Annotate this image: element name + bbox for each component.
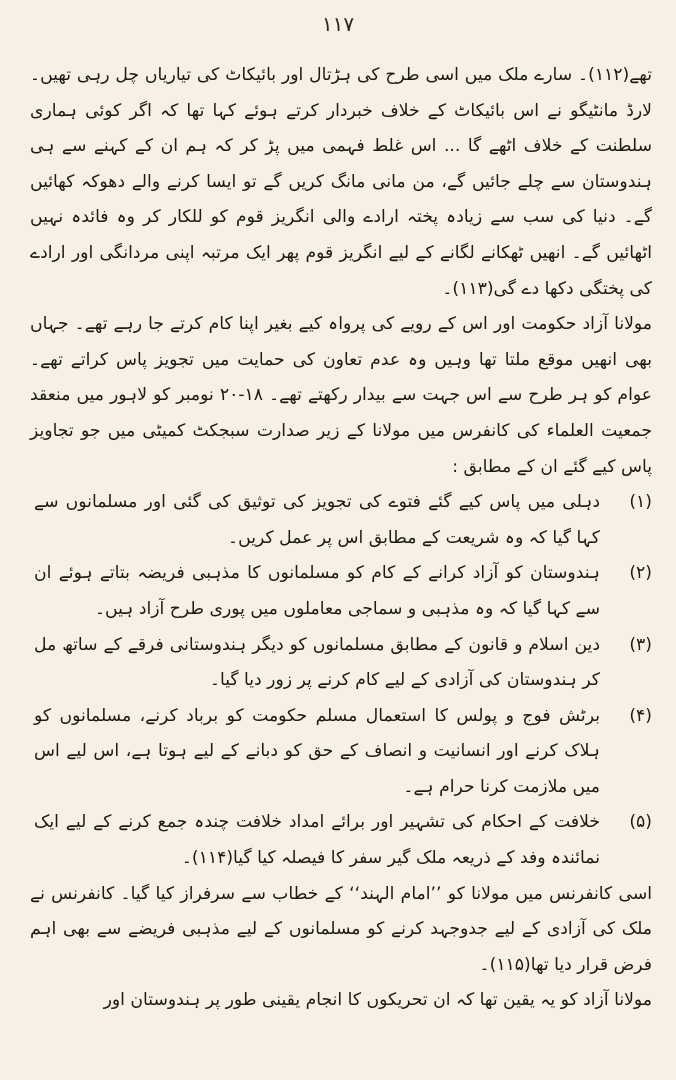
list-item-text: دین اسلام و قانون کے مطابق مسلمانوں کو دیگر ہندوستانی فرقے کے ساتھ مل کر ہندوستان کی آزادی کے لیے کام کرنے پر زور دیا گیا۔ [34, 634, 600, 691]
body-text [30, 58, 652, 1019]
list-item-number: (۲) [629, 563, 652, 584]
list-item-text: ہندوستان کو آزاد کرانے کے کام کو مسلمانوں کا مذہبی فریضہ بتاتے ہوئے ان سے کہا گیا کہ وہ مذہبی و سماجی معاملوں میں پوری طرح آزاد ہیں۔ [34, 563, 600, 619]
list-item-text: دہلی میں پاس کیے گئے فتوے کی تجویز کی توثیق کی گئی اور مسلمانوں سے کہا گیا کہ وہ شریعت کے مطابق اس پر عمل کریں۔ [34, 492, 600, 548]
paragraph: مولانا آزاد حکومت اور اس کے رویے کی پرواہ کیے بغیر اپنا کام کرتے جا رہے تھے۔ جہاں بھی انھیں موقع ملتا تھا وہیں وہ عدم تعاون کی حمایت میں تجویز پاس کراتے تھے۔ عوام کو ہر طرح سے اس جہت سے بیدار رکھتے تھے۔ ۱۸-۲۰ نومبر کو لاہور میں منعقد جمعیت العلماء کی کانفرس میں مولانا کے زیر صدارت سبجکٹ کمیٹی میں جو تجاویز پاس کیے گئے ان کے مطابق : [30, 314, 652, 477]
page-number: ۱۱۷ [321, 12, 355, 36]
list-item-text: برٹش فوج و پولس کا استعمال مسلم حکومت کو برباد کرنے، مسلمانوں کو ہلاک کرنے اور انسانیت و انصاف کے حق کو دبانے کے لیے ہوتا ہے، اس لیے اس میں ملازمت کرنا حرام ہے۔ [34, 705, 600, 797]
paragraph: اسی کانفرنس میں مولانا کو ’’امام الہند‘‘ کے خطاب سے سرفراز کیا گیا۔ کانفرنس نے ملک کی آزادی کے لیے جدوجہد کرنے کو مسلمانوں کے لیے مذہبی فریضے سے بھی اہم فرض قرار دیا تھا(۱۱۵)۔ [30, 883, 652, 975]
list-item-number: (۱) [629, 492, 652, 513]
list-item-text: خلافت کے احکام کی تشہیر اور برائے امداد خلافت چندہ جمع کرنے کے لیے ایک نمائندہ وفد کے ذریعہ ملک گیر سفر کا فیصلہ کیا گیا(۱۱۴)۔ [34, 812, 600, 869]
list-item [30, 485, 652, 556]
paragraph: مولانا آزاد کو یہ یقین تھا کہ ان تحریکوں کا انجام یقینی طور پر ہندوستان اور [103, 990, 652, 1011]
list-item [30, 628, 652, 699]
list-item [30, 805, 652, 876]
paragraph: تھے(۱۱۲)۔ سارے ملک میں اسی طرح کی ہڑتال اور بائیکاٹ کی تیاریاں چل رہی تھیں۔ لارڈ مانٹیگو نے اس بائیکاٹ کے خلاف خبردار کرتے ہوئے کہا تھا کہ اگر کوئی ہماری سلطنت کے خلاف اٹھے گا ... اس غلط فہمی میں پڑ کر کہ ہم ان کے کہنے سے ہی ہندوستان سے چلے جائیں گے، من مانی مانگ کریں گے تو ایسا کرنے والے دھوکہ کھائیں گے۔ دنیا کی سب سے زیادہ پختہ ارادے والی انگریز قوم کو للکار کر وہ فائدہ نہیں اٹھائیں گے۔ انھیں ٹھکانے لگانے کے لیے انگریز قوم پھر ایک مرتبہ اپنی مردانگی اور ارادے کی پختگی دکھا دے گی(۱۱۳)۔ [30, 65, 652, 299]
list-item-number: (۵) [629, 812, 652, 833]
list-item-number: (۳) [629, 634, 652, 655]
list-item [30, 556, 652, 627]
list-item-number: (۴) [629, 705, 652, 726]
list-item [30, 699, 652, 806]
